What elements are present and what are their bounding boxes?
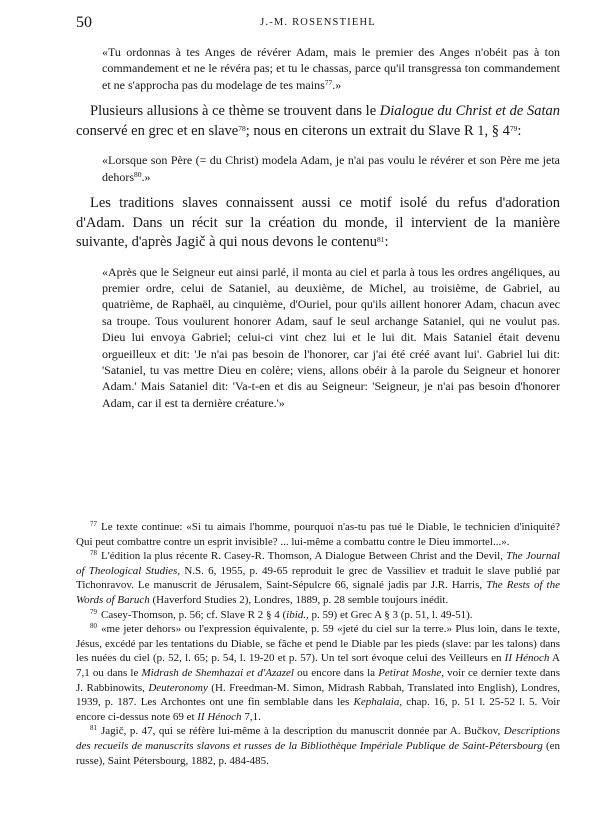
footnote-number: 79 xyxy=(90,607,97,616)
work-title: Descriptions des recueils de manuscrits slavons et russes de la Bibliothèque Impériale Publique de Saint-Pétersbourg xyxy=(76,725,560,752)
quote-text: «Tu ordonnas à tes Anges de révérer Adam, mais le premier des Anges n'obéit pas à ton commandement et ne le révéra pas; et tu le chassas, parce qu'il transgressa ton commandement et ne s'approcha pas du modelage de tes mains xyxy=(102,45,560,92)
work-title: Deuteronomy xyxy=(148,681,208,694)
work-title: II Hénoch xyxy=(197,710,242,723)
footnote-number: 81 xyxy=(90,724,97,733)
work-title: II Hénoch xyxy=(504,652,550,665)
footnote-number: 77 xyxy=(90,520,97,528)
quote-block xyxy=(102,264,560,412)
paragraph-text: Plusieurs allusions à ce thème se trouvent dans le xyxy=(90,103,380,120)
note-ref: 81 xyxy=(377,235,385,245)
footnote-text: chap. 16, p. 51 l. 25-52 l. 5. Voir encore ci-dessus note 69 et xyxy=(76,696,561,723)
note-ref: 77 xyxy=(324,77,333,87)
paragraph-text: ; nous en citerons un extrait du Slave R 1, § 4 xyxy=(245,122,510,139)
paragraph-text: : xyxy=(517,122,522,139)
footnote-text: A 7,1 ou dans le xyxy=(76,652,560,679)
footnote-text: ou encore dans la xyxy=(293,666,379,679)
work-title: Petirat Moshe xyxy=(378,666,442,679)
footnote xyxy=(76,622,560,724)
footnote-number: 80 xyxy=(90,622,97,631)
footnote-text: (Haverford Studies 2), Londres, 1889, p. 28 semble toujours inédit. xyxy=(149,593,449,606)
running-head: J.-M. ROSENSTIEHL xyxy=(260,17,376,28)
footnote xyxy=(76,520,560,549)
work-title: Midrash de Shemhazai et d'Azazel xyxy=(141,666,294,679)
work-title: Dialogue du Christ et de Satan xyxy=(379,103,560,120)
quote-block xyxy=(102,44,560,93)
paragraph-text: : xyxy=(384,234,389,251)
page-number: 50 xyxy=(76,14,92,31)
page-header xyxy=(76,14,560,34)
quote-end: .» xyxy=(141,169,151,184)
footnote-text: Le texte continue: «Si tu aimais l'homme, pourquoi n'as-tu pas tué le Diable, le technicien d'iniquité? Qui peut combattre contre un esprit invisible? ... lui-même a combattu contre le Dieu immortel...». xyxy=(76,521,560,548)
footnote-text: 7,1. xyxy=(241,710,261,723)
footnote-text: (H. Freedman-M. Simon, Midrash Rabbah, Translated into English), Londres, 1939, p. 187. Les Archontes ont une fin semblable dans les xyxy=(76,681,560,709)
footnote-number: 78 xyxy=(90,549,97,558)
footnotes xyxy=(76,520,560,768)
quote-end: .» xyxy=(332,77,342,92)
work-title: ibid., xyxy=(286,608,309,621)
paragraph xyxy=(76,194,560,253)
footnote-text: «me jeter dehors» ou l'expression équivalente, p. 59 «jeté du ciel sur la terre.» Plus loin, dans le texte, Jésus, excédé par les tentations du Diable, se fâche et pend le Diable par les pieds (slave: par les talons) dans les nuées du ciel (p. 52, l. 65; p. 54, l. 19-20 et p. 57). Un tel sort évoque celui des Veilleurs en xyxy=(76,623,560,665)
paragraph-text: Les traditions slaves connaissent aussi ce motif isolé du refus d'adoration d'Adam. Dans un récit sur la création du monde, il intervient de la manière suivante, d'après Jagič à qui nous devons le contenu xyxy=(76,195,560,251)
work-title: The Rests of the Words of Baruch xyxy=(76,579,560,606)
quote-block xyxy=(102,152,560,185)
footnote-text: Casey-Thomson, p. 56; cf. Slave R 2 § 4 ( xyxy=(101,608,287,621)
footnote-text: L'édition la plus récente R. Casey-R. Thomson, A Dialogue Between Christ and the Devil, xyxy=(101,550,507,563)
quote-text: «Après que le Seigneur eut ainsi parlé, il monta au ciel et parla à tous les ordres angéliques, au premier ordre, celui de Sataniel, au deuxième, de Michel, au troisième, de Gabriel, au quatrième, de Raphaël, au cinquième, d'Ouriel, pour qu'ils aillent honorer Adam, chacun avec sa troupe. Tous voulurent honorer Adam, sauf le seul archange Sataniel, qui ne voulut pas. Dieu lui envoya Gabriel; celui-ci vint chez lui et le lui dit. Mais Sataniel était devenu orgueilleux et dit: 'Je n'ai pas besoin de l'honorer, car j'ai été créé avant lui'. Gabriel lui dit: 'Sataniel, tu vas mettre Dieu en colère; viens, allons obéir à la parole du Seigneur et honorer Adam.' Mais Sataniel dit: 'Va-t-en et dis au Seigneur: 'Seigneur, je n'ai pas besoin d'honorer Adam, car il est ta dernière créature.'» xyxy=(102,264,560,410)
footnote-text: (en russe), Saint Pétersbourg, 1882, p. 484-485. xyxy=(76,739,560,767)
quote-text: «Lorsque son Père (= du Christ) modela Adam, je n'ai pas voulu le révérer et son Père me jeta dehors xyxy=(102,153,560,184)
footnote xyxy=(76,724,560,768)
paragraph-text: conservé en grec et en slave xyxy=(76,122,239,139)
footnote-text: Jagič, p. 47, qui se réfère lui-même à la description du manuscrit donnée par A. Bučkov, xyxy=(101,725,504,738)
footnote xyxy=(76,549,560,607)
note-ref: 79 xyxy=(509,123,518,133)
work-title: Kephalaia, xyxy=(353,696,403,709)
footnote xyxy=(76,608,560,623)
note-ref: 80 xyxy=(134,169,142,179)
footnote-text: p. 59) et Grec A § 3 (p. 51, l. 49-51). xyxy=(308,608,473,621)
paragraph xyxy=(76,102,560,141)
note-ref: 78 xyxy=(238,123,246,133)
work-title: The Journal of Theological Studies, xyxy=(76,550,560,577)
main-text xyxy=(76,44,560,411)
footnote-text: N.S. 6, 1955, p. 49-65 reproduit le grec de Vassiliev et traduit le slave publié par Tichonravov. Le manuscrit de Jérusalem, Saint-Sépulcre 66, signalé jadis par J.R. Harris, xyxy=(76,564,561,592)
footnote-text: , voir ce dernier texte dans J. Rabbinowits, xyxy=(76,666,560,694)
